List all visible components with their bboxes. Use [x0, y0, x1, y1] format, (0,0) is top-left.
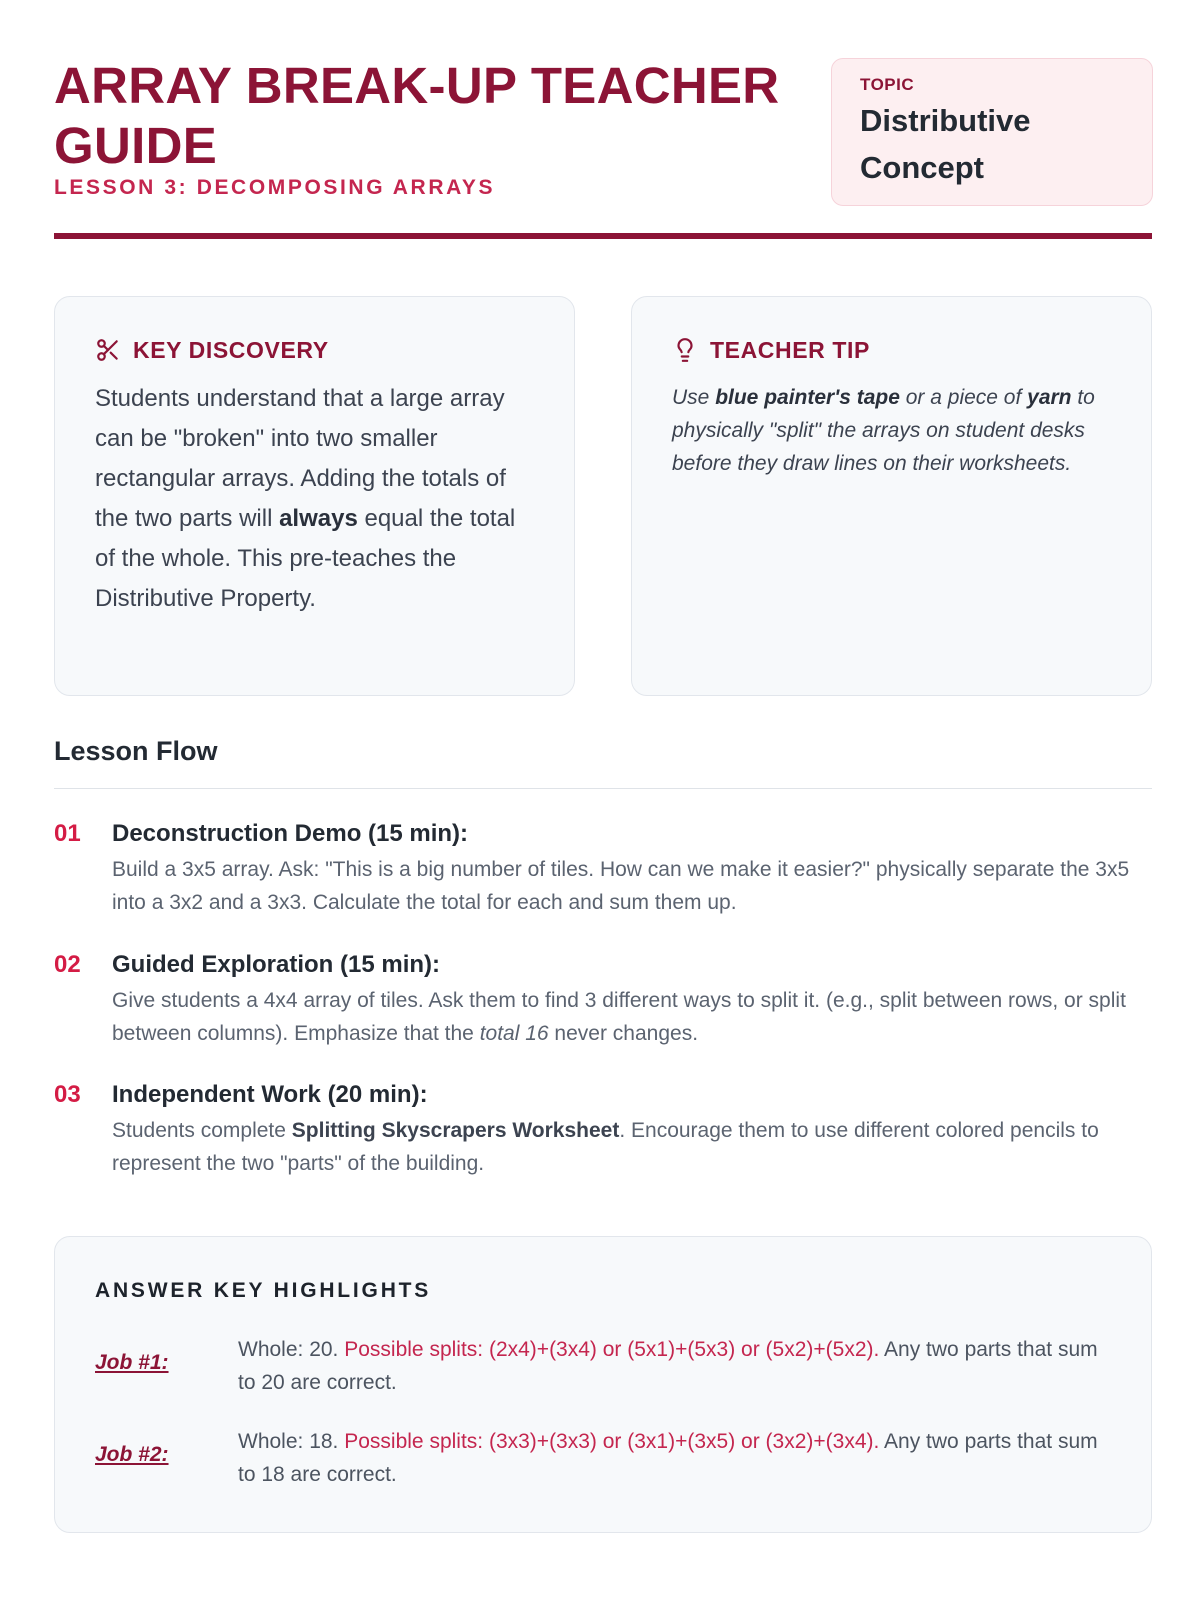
- step-title: Deconstruction Demo (15 min):: [112, 820, 469, 847]
- job-splits: Possible splits: (3x3)+(3x3) or (3x1)+(3x5) or (3x2)+(3x4).: [344, 1430, 880, 1453]
- lightbulb-icon: [672, 337, 698, 363]
- teacher-tip-title: TEACHER TIP: [710, 336, 870, 363]
- teacher-tip-text: [672, 381, 1111, 480]
- step-title: Independent Work (20 min):: [112, 1081, 428, 1108]
- job-label: Job #1:: [95, 1351, 169, 1374]
- worksheet-name: Splitting Skyscrapers Worksheet: [291, 1119, 620, 1142]
- step-desc-text-1: Students complete: [112, 1119, 292, 1142]
- key-discovery-text: [95, 379, 534, 619]
- job-splits: Possible splits: (2x4)+(3x4) or (5x1)+(5x3) or (5x2)+(5x2).: [344, 1338, 880, 1361]
- teacher-guide-page: [54, 56, 1152, 1486]
- step-number: 02: [54, 951, 81, 978]
- lesson-flow-divider: [54, 788, 1152, 789]
- topic-label: TOPIC: [860, 75, 915, 94]
- answer-key-box: [54, 1236, 1152, 1533]
- topic-box: [831, 58, 1153, 206]
- info-cards: [54, 296, 1152, 696]
- step-title: Guided Exploration (15 min):: [112, 951, 441, 978]
- tip-text-3: to physically "split" the arrays on student desks before they draw lines on their worksheets.: [672, 386, 1095, 475]
- step-description: [112, 1114, 1152, 1180]
- key-discovery-text-2: equal the total of the whole. This pre-teaches the Distributive Property.: [95, 505, 516, 612]
- step-desc-text-2: never changes.: [548, 1022, 699, 1045]
- step-desc-text-2: . Encourage them to use different colored pencils to represent the two "parts" of the building.: [112, 1119, 1099, 1175]
- step-number: 03: [54, 1081, 81, 1108]
- job-answer: [238, 1425, 1108, 1491]
- job-note: Any two parts that sum to 18 are correct.: [238, 1430, 1098, 1486]
- key-discovery-header: [95, 335, 534, 365]
- job-answer: [238, 1333, 1108, 1399]
- key-discovery-card: [54, 296, 575, 696]
- answer-key-title: ANSWER KEY HIGHLIGHTS: [95, 1279, 432, 1302]
- step-description: Build a 3x5 array. Ask: "This is a big number of tiles. How can we make it easier?" physically separate the 3x5 into a 3x2 and a 3x3. Calculate the total for each and sum them up.: [112, 858, 1130, 914]
- tip-bold-yarn: yarn: [1027, 386, 1072, 409]
- tip-bold-tape: blue painter's tape: [715, 386, 900, 409]
- job-note: Any two parts that sum to 20 are correct.: [238, 1338, 1098, 1394]
- step-description: [112, 984, 1152, 1050]
- topic-value: Distributive Concept: [860, 103, 1031, 185]
- page-header: [54, 56, 1152, 231]
- teacher-tip-card: [631, 296, 1152, 696]
- key-discovery-emphasis: always: [279, 505, 358, 532]
- step-desc-italic: total 16: [479, 1022, 549, 1045]
- job-whole: Whole: 20.: [238, 1338, 339, 1361]
- step-desc-text-1: Give students a 4x4 array of tiles. Ask them to find 3 different ways to split it. (e.g., split between rows, or split between columns). Emphasize that the: [112, 989, 1126, 1045]
- header-divider: [54, 233, 1152, 239]
- tip-text-2: or a piece of: [899, 386, 1028, 409]
- lesson-flow-heading: Lesson Flow: [54, 736, 218, 766]
- tip-text-1: Use: [672, 386, 716, 409]
- lesson-subtitle: LESSON 3: DECOMPOSING ARRAYS: [54, 176, 496, 199]
- step-number: 01: [54, 820, 81, 847]
- job-label: Job #2:: [95, 1443, 169, 1466]
- teacher-tip-header: [672, 335, 1111, 365]
- scissors-icon: [95, 337, 121, 363]
- job-whole: Whole: 18.: [238, 1430, 339, 1453]
- key-discovery-text-1: Students understand that a large array can be "broken" into two smaller rectangular arrays. Adding the totals of the two parts will: [95, 385, 506, 532]
- key-discovery-title: KEY DISCOVERY: [133, 336, 329, 363]
- page-title: ARRAY BREAK-UP TEACHER GUIDE: [54, 57, 780, 174]
